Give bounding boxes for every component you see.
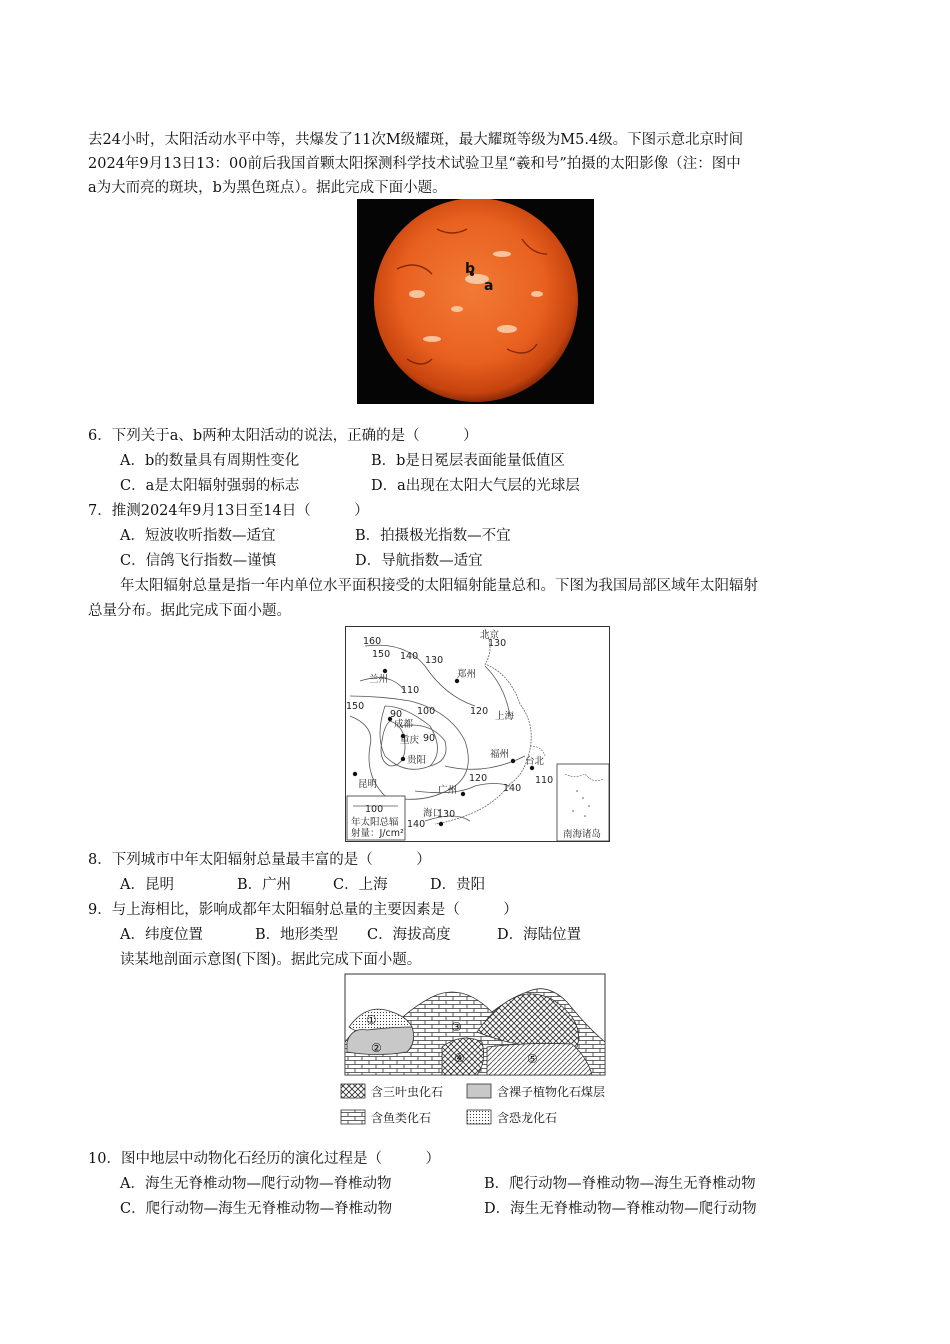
q7-option-b[interactable]: B．拍摄极光指数—不宜 bbox=[355, 528, 511, 544]
isoline-160: 160 bbox=[363, 636, 382, 647]
city-lanzhou: 兰州 bbox=[369, 674, 389, 685]
layer-4: ④ bbox=[454, 1051, 465, 1065]
layer-1: ① bbox=[366, 1013, 377, 1027]
intro1-line2: 2024年9月13日13：00前后我国首颗太阳探测科学技术试验卫星“羲和号”拍摄的太阳影像（注：图中 bbox=[88, 156, 741, 172]
intro2-line2: 总量分布。据此完成下面小题。 bbox=[88, 603, 291, 619]
layer-5: ⑤ bbox=[527, 1052, 538, 1066]
sun-image bbox=[357, 199, 594, 404]
q10-option-d[interactable]: D．海生无脊椎动物—脊椎动物—爬行动物 bbox=[484, 1201, 757, 1217]
city-guiyang: 贵阳 bbox=[407, 755, 427, 766]
q10-option-b[interactable]: B．爬行动物—脊椎动物—海生无脊椎动物 bbox=[484, 1176, 756, 1192]
q8-option-d[interactable]: D．贵阳 bbox=[430, 877, 486, 893]
isoline-90a: 90 bbox=[390, 709, 403, 720]
q8-option-a[interactable]: A．昆明 bbox=[120, 877, 174, 893]
city-haikou: 海口 bbox=[423, 808, 443, 819]
legend-trilobite: 含三叶虫化石 bbox=[371, 1085, 444, 1099]
layer-3: ③ bbox=[451, 1020, 462, 1034]
isoline-140a: 140 bbox=[400, 651, 419, 662]
isoline-140c: 140 bbox=[407, 819, 426, 830]
q6-option-b[interactable]: B．b是日冕层表面能量低值区 bbox=[371, 453, 565, 469]
isoline-120b: 120 bbox=[469, 773, 488, 784]
q7-option-a[interactable]: A．短波收听指数—适宜 bbox=[120, 528, 276, 544]
q7-option-d[interactable]: D．导航指数—适宜 bbox=[355, 553, 483, 569]
legend-dinosaur: 含恐龙化石 bbox=[497, 1111, 558, 1125]
city-chongqing: 重庆 bbox=[400, 735, 420, 746]
isoline-150a: 150 bbox=[372, 649, 391, 660]
inset-label: 南海诸岛 bbox=[563, 829, 602, 840]
isoline-110b: 110 bbox=[535, 775, 554, 786]
q8-option-b[interactable]: B．广州 bbox=[237, 877, 292, 893]
legend-fish: 含鱼类化石 bbox=[371, 1111, 432, 1125]
q9-option-a[interactable]: A．纬度位置 bbox=[120, 927, 203, 943]
isoline-120a: 120 bbox=[470, 706, 489, 717]
city-kunming: 昆明 bbox=[358, 779, 378, 790]
q6-option-a[interactable]: A．b的数量具有周期性变化 bbox=[120, 453, 300, 469]
intro3-line1: 读某地剖面示意图(下图)。据此完成下面小题。 bbox=[120, 952, 422, 968]
intro2-line1: 年太阳辐射总量是指一年内单位水平面积接受的太阳辐射能量总和。下图为我国局部区域年太阳辐射 bbox=[120, 578, 758, 594]
q10-option-a[interactable]: A．海生无脊椎动物—爬行动物—脊椎动物 bbox=[120, 1176, 392, 1192]
city-taibei: 台北 bbox=[525, 756, 545, 767]
isoline-140b: 140 bbox=[503, 783, 522, 794]
intro1-line1: 去24小时，太阳活动水平中等，共爆发了11次M级耀斑，最大耀斑等级为M5.4级。下图示意北京时间 bbox=[88, 132, 744, 148]
isoline-130a: 130 bbox=[425, 655, 444, 666]
q10-option-c[interactable]: C．爬行动物—海生无脊椎动物—脊椎动物 bbox=[120, 1201, 393, 1217]
legend-isoline-100: 100 bbox=[365, 804, 384, 815]
q9-option-c[interactable]: C．海拔高度 bbox=[367, 927, 451, 943]
q8-stem: 8．下列城市中年太阳辐射总量最丰富的是（ ） bbox=[88, 852, 431, 868]
q9-option-b[interactable]: B．地形类型 bbox=[255, 927, 339, 943]
intro1-line3: a为大而亮的斑块，b为黑色斑点）。据此完成下面小题。 bbox=[88, 180, 447, 196]
q9-option-d[interactable]: D．海陆位置 bbox=[497, 927, 582, 943]
q6-option-c[interactable]: C．a是太阳辐射强弱的标志 bbox=[120, 478, 300, 494]
city-fuzhou: 福州 bbox=[490, 749, 510, 760]
sun-label-a: a bbox=[484, 278, 494, 294]
q6-stem: 6．下列关于a、b两种太阳活动的说法，正确的是（ ） bbox=[88, 428, 478, 444]
city-chengdu: 成都 bbox=[394, 719, 414, 730]
legend-unit: 射量：J/cm² bbox=[351, 828, 404, 839]
legend-title: 年太阳总辐 bbox=[351, 817, 399, 828]
isoline-100a: 100 bbox=[417, 706, 436, 717]
city-zhengzhou: 郑州 bbox=[457, 669, 477, 680]
legend-gymnosperm: 含裸子植物化石煤层 bbox=[497, 1085, 606, 1099]
isoline-130b: 130 bbox=[488, 638, 507, 649]
isoline-130c: 130 bbox=[437, 809, 456, 820]
solar-radiation-map bbox=[345, 626, 610, 842]
q7-stem: 7．推测2024年9月13日至14日（ ） bbox=[88, 503, 369, 519]
geologic-profile bbox=[337, 972, 619, 1132]
isoline-90b: 90 bbox=[423, 733, 436, 744]
q6-option-d[interactable]: D．a出现在太阳大气层的光球层 bbox=[371, 478, 580, 494]
isoline-110a: 110 bbox=[401, 685, 420, 696]
q7-option-c[interactable]: C．信鸽飞行指数—谨慎 bbox=[120, 553, 277, 569]
city-shanghai: 上海 bbox=[495, 711, 515, 722]
isoline-150b: 150 bbox=[346, 701, 365, 712]
q9-stem: 9．与上海相比，影响成都年太阳辐射总量的主要因素是（ ） bbox=[88, 902, 518, 918]
sun-label-b: b bbox=[465, 261, 476, 277]
q8-option-c[interactable]: C．上海 bbox=[333, 877, 388, 893]
q10-stem: 10．图中地层中动物化石经历的演化过程是（ ） bbox=[88, 1151, 440, 1167]
city-beijing: 北京 bbox=[480, 630, 500, 641]
layer-2: ② bbox=[371, 1041, 382, 1055]
city-guangzhou: 广州 bbox=[438, 785, 458, 796]
